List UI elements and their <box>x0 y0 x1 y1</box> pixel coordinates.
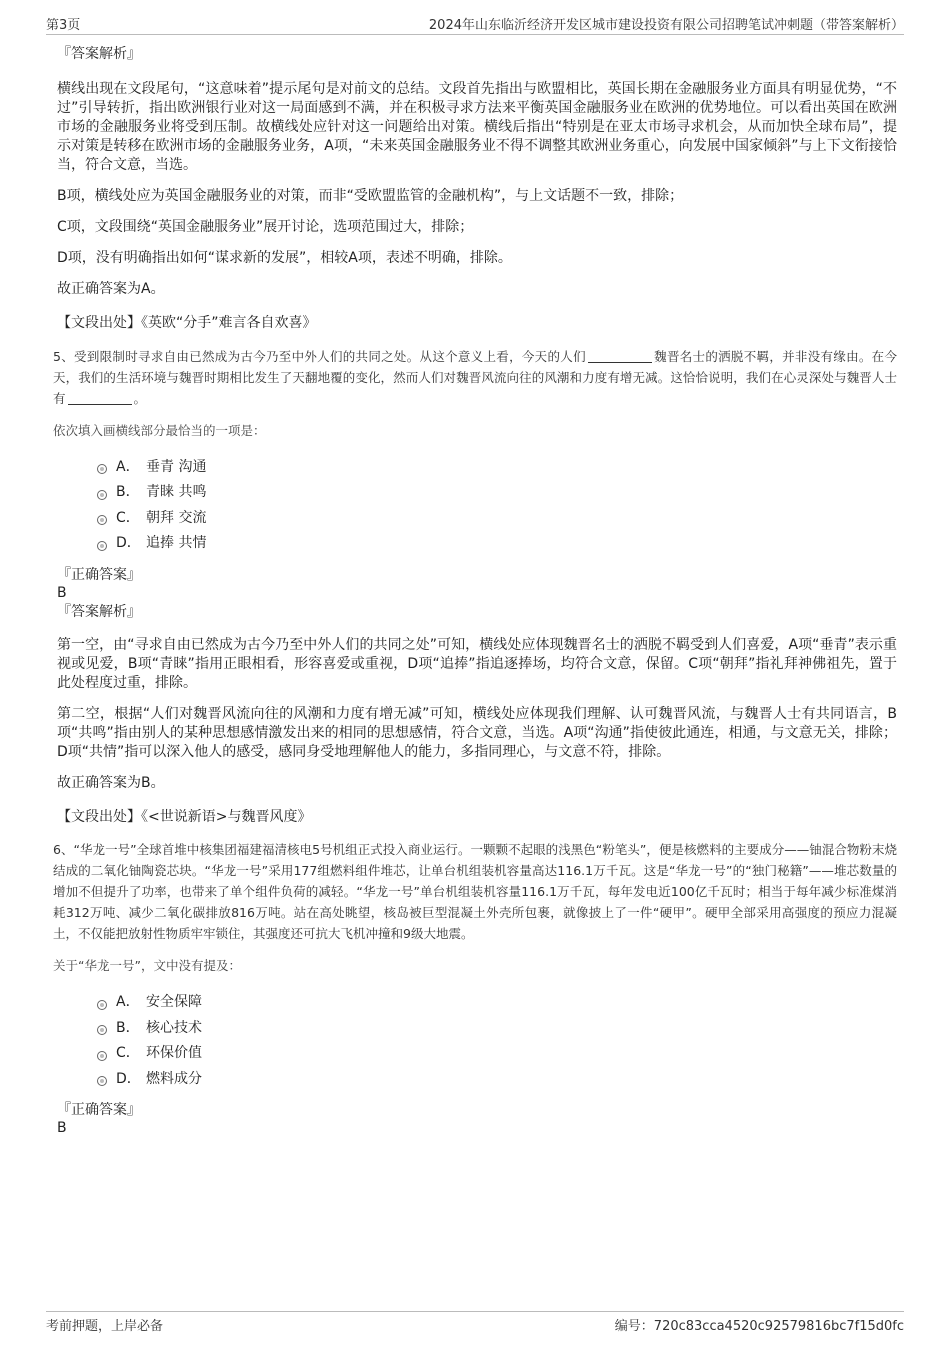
radio-icon[interactable] <box>97 1051 107 1061</box>
page-number: 第3页 <box>46 18 81 33</box>
correct-answer: B <box>57 1120 67 1136</box>
document-code: 编号：720c83cca4520c92579816bc7f15d0fc <box>614 1319 904 1334</box>
question-6-prompt: 关于“华龙一号”，文中没有提及： <box>53 958 241 973</box>
option-c[interactable]: C． 朝拜 交流 <box>97 506 897 532</box>
option-d[interactable]: D． 追捧 共情 <box>97 531 897 557</box>
option-a[interactable]: A． 垂青 沟通 <box>97 455 897 481</box>
radio-icon[interactable] <box>97 490 107 500</box>
footer-slogan: 考前押题，上岸必备 <box>46 1319 164 1334</box>
analysis-label: 『答案解析』 <box>57 603 141 620</box>
analysis-conclusion: 故正确答案为A。 <box>57 281 165 297</box>
option-d[interactable]: D． 燃料成分 <box>97 1067 897 1093</box>
page-content <box>53 44 897 1137</box>
analysis-label: 『答案解析』 <box>57 46 141 62</box>
correct-answer-label: 『正确答案』 <box>57 566 141 583</box>
fill-blank <box>68 390 132 405</box>
text-source: 【文段出处】《<世说新语>与魏晋风度》 <box>57 808 312 825</box>
correct-answer: B <box>57 584 67 601</box>
radio-icon[interactable] <box>97 515 107 525</box>
radio-icon[interactable] <box>97 1076 107 1086</box>
question-6-stem: 6、“华龙一号”全球首堆中核集团福建福清核电5号机组正式投入商业运行。一颗颗不起眼的浅黑色“粉笔头”，便是核燃料的主要成分——铀混合物粉末烧结成的二氧化铀陶瓷芯块。“华龙一号”采用177组燃料组件堆芯，让单台机组装机容量高达116.1万千瓦。这是“华龙一号”的“独门秘籍”——堆芯数量的增加不但提升了功率，也带来了单个组件负荷的减轻。“华龙一号”单台机组装机容量116.1万千瓦，每年发电近100亿千瓦时；相当于每年减少标准煤消耗312万吨、减少二氧化碳排放816万吨。站在高处眺望，核岛被巨型混凝土外壳所包裹，就像披上了一件“硬甲”。硬甲全部采用高强度的预应力混凝土，不仅能把放射性物质牢牢锁住，其强度还可抗大飞机冲撞和9级大地震。 <box>53 842 897 941</box>
page-header <box>46 14 904 35</box>
analysis-paragraph: D项，没有明确指出如何“谋求新的发展”，相较A项，表述不明确，排除。 <box>57 250 512 266</box>
analysis-conclusion: 故正确答案为B。 <box>57 774 165 791</box>
analysis-paragraph: 横线出现在文段尾句，“这意味着”提示尾句是对前文的总结。文段首先指出与欧盟相比，英国长期在金融服务业方面具有明显优势，“不过”引导转折，指出欧洲银行业对这一局面感到不满，并在积极寻求方法来平衡英国金融服务业在欧洲的优势地位。可以看出英国在欧洲市场的金融服务业将受到压制。故横线处应针对这一问题给出对策。横线后指出“特别是在亚太市场寻求机会，从而加快全球布局”，提示对策是转移在欧洲市场的金融服务业务，A项，“未来英国金融服务业不得不调整其欧洲业务重心，向发展中国家倾斜”与上下文衔接恰当，符合文意，当选。 <box>57 81 897 173</box>
correct-answer-label: 『正确答案』 <box>57 1102 141 1118</box>
radio-icon[interactable] <box>97 541 107 551</box>
option-a[interactable]: A． 安全保障 <box>97 990 897 1016</box>
analysis-paragraph: C项，文段围绕“英国金融服务业”展开讨论，选项范围过大，排除； <box>57 219 474 235</box>
option-c[interactable]: C． 环保价值 <box>97 1041 897 1067</box>
question-5-options <box>57 455 897 557</box>
radio-icon[interactable] <box>97 1000 107 1010</box>
option-b[interactable]: B． 核心技术 <box>97 1016 897 1042</box>
option-b[interactable]: B． 青睐 共鸣 <box>97 480 897 506</box>
fill-blank <box>588 348 652 363</box>
question-5-prompt: 依次填入画横线部分最恰当的一项是： <box>53 422 266 438</box>
document-title: 2024年山东临沂经济开发区城市建设投资有限公司招聘笔试冲刺题（带答案解析） <box>428 18 904 33</box>
analysis-paragraph: B项，横线处应为英国金融服务业的对策，而非“受欧盟监管的金融机构”，与上文话题不一致，排除； <box>57 188 684 204</box>
question-5-stem: 5、受到限制时寻求自由已然成为古今乃至中外人们的共同之处。从这个意义上看，今天的人们 魏晋名士的洒脱不羁，并非没有缘由。在今天，我们的生活环境与魏晋时期相比发生了天翻地覆的变化，然而人们对魏晋风流向往的风潮和力度有增无减。这恰恰说明，我们在心灵深处与魏晋人士有 。 <box>53 348 897 406</box>
analysis-paragraph: 第一空，由“寻求自由已然成为古今乃至中外人们的共同之处”可知，横线处应体现魏晋名士的洒脱不羁受到人们喜爱，A项“垂青”表示重视或见爱，B项“青睐”指用正眼相看，形容喜爱或重视，D项“追捧”指追逐捧场，均符合文意，保留。C项“朝拜”指礼拜神佛祖先，置于此处程度过重，排除。 <box>57 636 897 691</box>
analysis-paragraph: 第二空，根据“人们对魏晋风流向往的风潮和力度有增无减”可知，横线处应体现我们理解、认可魏晋风流，与魏晋人士有共同语言，B项“共鸣”指由别人的某种思想感情激发出来的相同的思想感情，符合文意，当选。A项“沟通”指使彼此通连，相通，与文意无关，排除；D项“共情”指可以深入他人的感受，感同身受地理解他人的能力，多指同理心，与文意不符，排除。 <box>57 705 897 760</box>
text-source: 【文段出处】《英欧“分手”难言各自欢喜》 <box>57 315 317 331</box>
radio-icon[interactable] <box>97 464 107 474</box>
question-6-options <box>57 990 897 1092</box>
radio-icon[interactable] <box>97 1025 107 1035</box>
page-footer <box>46 1311 904 1335</box>
